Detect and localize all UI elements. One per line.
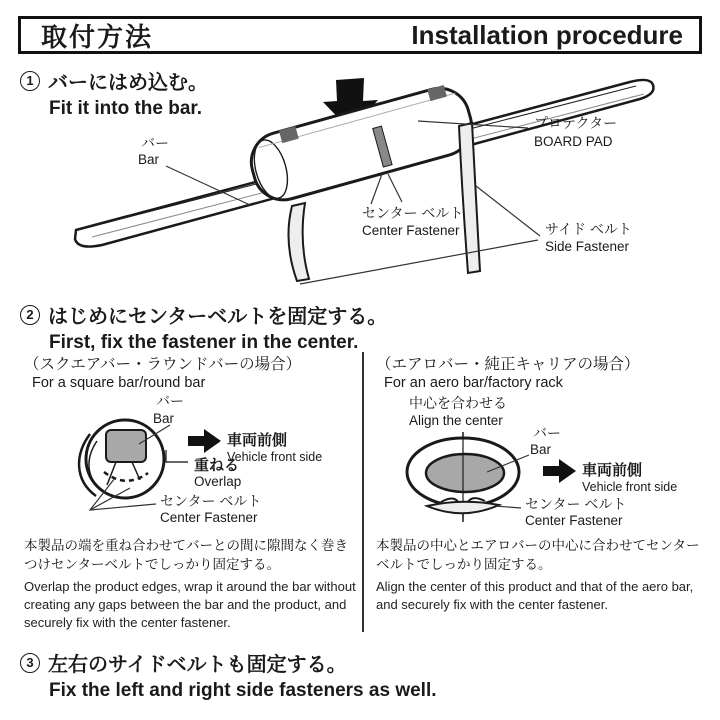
- page-title-en: Installation procedure: [411, 19, 683, 50]
- protector-label-jp: プロテクター: [534, 115, 618, 131]
- right-body-text: [376, 536, 704, 614]
- square-bar-section: [106, 430, 146, 462]
- step2-heading: [20, 300, 387, 354]
- bar-label-jp: バー: [141, 135, 169, 151]
- left-body-en: Overlap the product edges, wrap it around the bar without creating any gaps between the bar and the product, and securely fix with the center fastener.: [24, 579, 356, 631]
- step3-heading: [20, 648, 437, 702]
- bottom-strap: [427, 502, 499, 514]
- side-leader-line1: [476, 186, 540, 236]
- overlap-label-jp: 重ねる: [194, 457, 240, 474]
- step2-title-en: First, fix the fastener in the center.: [49, 332, 359, 353]
- left-body-jp: 本製品の端を重ね合わせてバーとの間に隙間なく巻きつけセンターベルトでしっかり固定する。: [24, 538, 348, 573]
- center-label-jp: センター ベルト: [160, 493, 262, 509]
- step1-title-en: Fit it into the bar.: [49, 98, 203, 119]
- bar-label-en: Bar: [153, 411, 175, 426]
- protector-label-en: BOARD PAD: [534, 134, 613, 149]
- bar-label-jp: バー: [533, 425, 561, 441]
- center-label-jp: センター ベルト: [525, 496, 627, 512]
- align-label-jp: 中心を合わせる: [409, 395, 507, 411]
- side-fastener-label-en: Side Fastener: [545, 239, 630, 254]
- right-side-strap: [459, 123, 480, 273]
- aero-bar-diagram: [375, 392, 705, 537]
- front-direction-arrow-icon: [188, 429, 221, 453]
- center-leader: [495, 506, 521, 508]
- step2-title-jp: はじめにセンターベルトを固定する。: [48, 306, 388, 328]
- main-installation-diagram: [0, 68, 720, 300]
- square-bar-column-header: [24, 352, 360, 391]
- right-body-jp: 本製品の中心とエアロバーの中心に合わせてセンターベルトでしっかり固定する。: [376, 538, 700, 573]
- step1-number-badge: 1: [20, 71, 40, 91]
- page-title-jp: 取付方法: [41, 21, 154, 52]
- right-subtitle-en: For an aero bar/factory rack: [384, 375, 563, 391]
- square-bar-diagram: [20, 392, 356, 534]
- front-label-jp: 車両前側: [582, 462, 643, 479]
- step1-title-jp: バーにはめ込む。: [48, 72, 208, 94]
- side-leader-line2: [300, 240, 538, 284]
- center-leader-line2: [388, 174, 402, 202]
- step2-number-badge: 2: [20, 305, 40, 325]
- front-label-en: Vehicle front side: [227, 450, 323, 464]
- step3-number-badge: 3: [20, 653, 40, 673]
- left-subtitle-jp: （スクエアバー・ラウンドバーの場合）: [24, 356, 302, 373]
- front-label-jp: 車両前側: [227, 432, 288, 449]
- header-title-box: [18, 16, 702, 54]
- center-label-en: Center Fastener: [525, 513, 623, 528]
- front-direction-arrow-icon: [543, 459, 576, 483]
- left-body-text: [24, 536, 358, 632]
- column-divider: [362, 352, 364, 632]
- bar-label-en: Bar: [530, 442, 552, 457]
- right-subtitle-jp: （エアロバー・純正キャリアの場合）: [376, 356, 640, 373]
- align-label-en: Align the center: [409, 413, 503, 428]
- left-side-strap: [289, 203, 309, 281]
- bar-label-en: Bar: [138, 152, 160, 167]
- center-leader-line1: [371, 174, 382, 204]
- right-body-en: Align the center of this product and that of the aero bar, and securely fix with the center fastener.: [376, 579, 694, 613]
- overlap-label-en: Overlap: [194, 474, 242, 489]
- aero-bar-section: [426, 454, 504, 492]
- center-fastener-label-jp: センター ベルト: [362, 205, 464, 221]
- aero-bar-column-header: [376, 352, 706, 391]
- overlap-bracket: [166, 450, 188, 462]
- step3-title-jp: 左右のサイドベルトも固定する。: [48, 654, 347, 676]
- center-label-en: Center Fastener: [160, 510, 258, 525]
- bar-label-jp: バー: [156, 393, 184, 409]
- front-label-en: Vehicle front side: [582, 480, 678, 494]
- step3-title-en: Fix the left and right side fasteners as well.: [49, 680, 437, 701]
- left-subtitle-en: For a square bar/round bar: [32, 375, 206, 391]
- center-fastener-label-en: Center Fastener: [362, 223, 460, 238]
- side-fastener-label-jp: サイド ベルト: [545, 221, 632, 237]
